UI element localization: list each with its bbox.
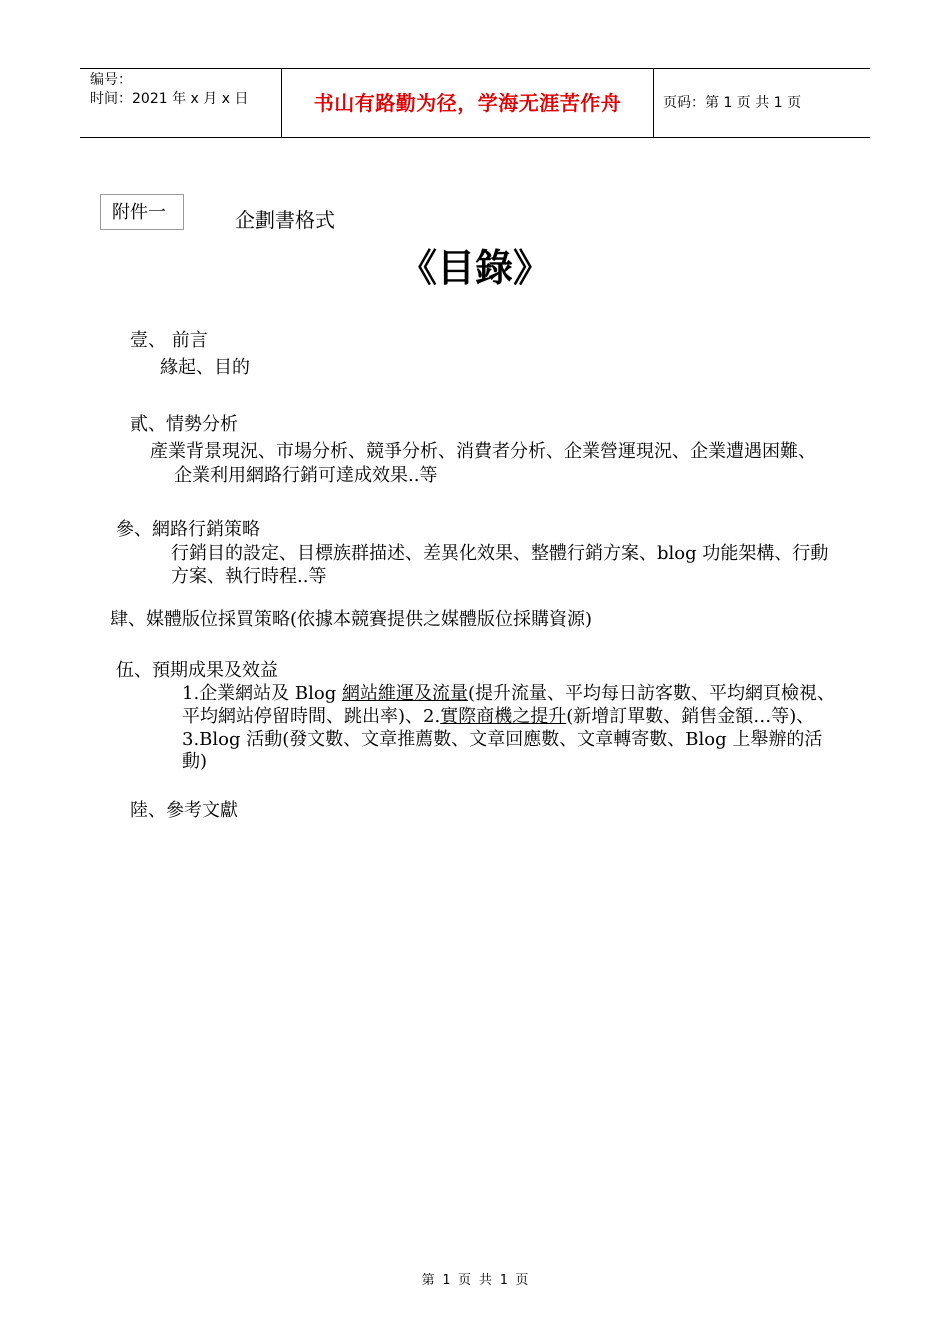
section-5-line-2-c: (新增訂單數、銷售金額…等)、 — [566, 706, 815, 727]
section-5-heading: 伍、預期成果及效益 — [116, 660, 278, 681]
page-header — [80, 68, 870, 138]
section-1-body: 緣起、目的 — [160, 357, 250, 378]
section-5-line-3: 3.Blog 活動(發文數、文章推薦數、文章回應數、文章轉寄數、Blog 上舉辦的活 — [182, 729, 823, 750]
section-3-line-2: 方案、執行時程..等 — [171, 566, 327, 587]
section-4-heading: 肆、媒體版位採買策略(依據本競賽提供之媒體版位採購資源) — [110, 609, 593, 630]
header-meta-cell — [80, 69, 282, 137]
website-traffic-underlined: 網站維運及流量 — [341, 683, 468, 704]
business-opportunity-underlined: 實際商機之提升 — [440, 706, 567, 727]
section-3-heading: 參、網路行銷策略 — [116, 519, 260, 540]
section-2-line-1: 產業背景現況、市場分析、競爭分析、消費者分析、企業營運現況、企業遭遇困難、 — [150, 441, 816, 462]
header-motto: 书山有路勤为径，学海无涯苦作舟 — [282, 69, 654, 137]
section-5-line-1-a: 1.企業網站及 Blog — [182, 683, 342, 704]
number-label: 编号： — [90, 72, 132, 88]
section-5-line-1-c: (提升流量、平均每日訪客數、平均網頁檢視、 — [467, 683, 835, 704]
toc-title: 《目錄》 — [398, 245, 551, 290]
format-title: 企劃書格式 — [235, 208, 335, 232]
time-label: 时间：2021 年 x 月 x 日 — [90, 91, 249, 107]
attachment-label: 附件一 — [100, 194, 184, 230]
section-2-line-2: 企業利用網路行銷可達成效果..等 — [174, 465, 438, 486]
section-1-heading: 壹、 前言 — [130, 330, 208, 351]
section-3-line-1: 行銷目的設定、目標族群描述、差異化效果、整體行銷方案、blog 功能架構、行動 — [171, 543, 829, 564]
section-5-line-2-a: 平均網站停留時間、跳出率)、2. — [182, 706, 441, 727]
page-footer: 第 1 页 共 1 页 — [421, 1273, 529, 1288]
header-page-info: 页码：第 1 页 共 1 页 — [663, 95, 802, 111]
section-6-heading: 陸、參考文獻 — [130, 800, 238, 821]
section-2-heading: 貳、情勢分析 — [130, 414, 238, 435]
section-5-line-4: 動) — [182, 751, 208, 772]
